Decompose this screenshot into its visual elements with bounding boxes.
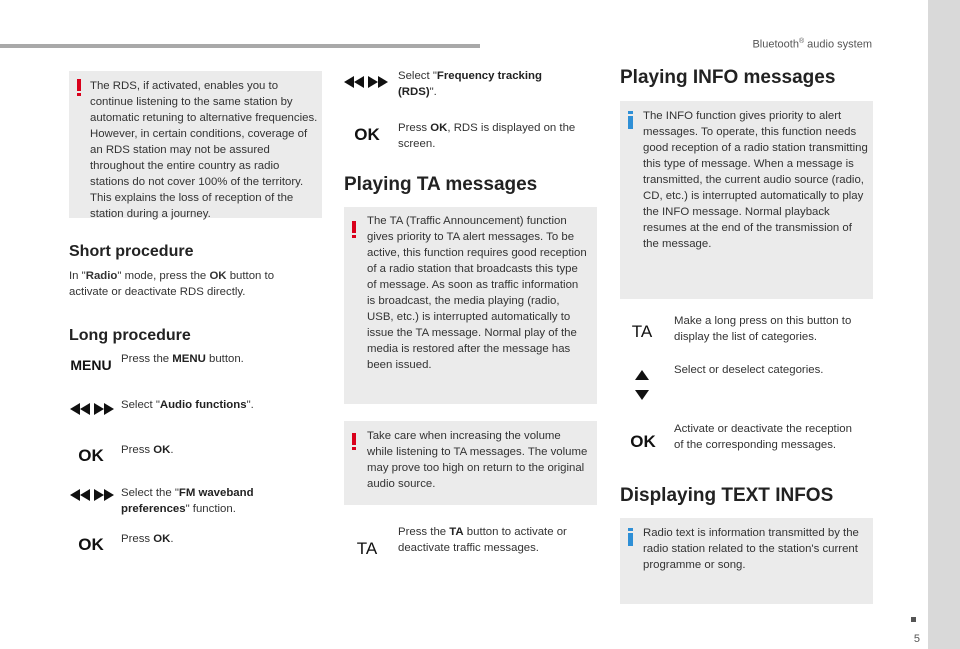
volume-warning-note [344,421,597,505]
step-select-frequency-tracking: Select "Frequency tracking (RDS)". [398,70,542,98]
rds-warning-note [69,71,322,218]
warning-icon [352,221,356,238]
up-down-arrows-icon [635,370,649,400]
step-select-audio-functions: Select "Audio functions". [121,399,254,411]
step-press-ok-rds: Press OK, RDS is displayed on the screen. [398,122,576,150]
info-note-text: The INFO function gives priority to alert messages. To operate, this function needs good reception of a radio station transmitting this type of message. When a message is transmitted, the current audio source (radio, CD, etc.) is interrupted automatically to play the INFO message. Normal playback resumes at the end of the transmission of the message. [643,110,868,250]
warning-icon [352,433,356,450]
short-procedure-heading: Short procedure [69,243,194,260]
ok-key-icon: OK [78,535,104,554]
step-long-press-ta: Make a long press on this button to display the list of categories. [674,315,852,343]
text-infos-note-text: Radio text is information transmitted by the radio station related to the station's current programme or song. [643,527,859,571]
step-activate-reception: Activate or deactivate the reception of the corresponding messages. [674,423,852,451]
left-right-arrows-icon [70,489,114,501]
step-select-categories: Select or deselect categories. [674,364,824,376]
step-press-menu: Press the MENU button. [121,353,244,365]
step-press-ta: Press the TA button to activate or deactivate traffic messages. [398,526,567,554]
ok-key-icon: OK [78,446,104,465]
step-press-ok: Press OK. [121,533,174,545]
ta-warning-note [344,207,597,404]
ok-key-icon: OK [630,432,656,451]
ta-note-text: The TA (Traffic Announcement) function gives priority to TA alert messages. To be active, this function requires good reception of a radio station that broadcasts this type of message. As soon as traffic information is broadcast, the media playing (radio, USB, etc.) is interrupted automatically to issue the TA message. Normal play of the media is restored after the message has been issued. [367,215,587,371]
ok-key-icon: OK [354,125,380,144]
warning-icon [77,79,81,96]
step-select-fm-waveband: Select the "FM waveband preferences" function. [121,487,254,515]
volume-note-text: Take care when increasing the volume while listening to TA messages. The volume may prove too high on return to the original audio source. [367,430,588,490]
ta-section-heading: Playing TA messages [344,174,538,195]
long-procedure-heading: Long procedure [69,327,191,344]
continue-mark [911,617,916,622]
short-procedure-text: In "Radio" mode, press the OK button to activate or deactivate RDS directly. [69,270,275,298]
info-icon [628,111,633,129]
page-number: 5 [913,633,920,645]
text-infos-heading: Displaying TEXT INFOS [620,485,834,506]
info-note [620,101,873,299]
step-press-ok: Press OK. [121,444,174,456]
ta-key-icon: TA [631,322,653,341]
ta-key-icon: TA [356,539,378,558]
info-section-heading: Playing INFO messages [620,67,836,88]
menu-key-icon: MENU [70,357,112,373]
page-side-band [928,0,960,649]
section-title: Bluetooth® audio system [752,38,872,51]
left-right-arrows-icon [344,76,388,88]
info-icon [628,528,633,546]
rds-note-text: The RDS, if activated, enables you to continue listening to the same station by automatic retuning to alternative frequencies. However, in certain conditions, coverage of an RDS station may not be assured throughout the entire country as radio stations do not cover 100% of the territory. This explains the loss of reception of the station during a journey. [90,80,318,220]
header-rule [0,44,480,48]
left-right-arrows-icon [70,403,114,415]
text-infos-note [620,518,873,604]
